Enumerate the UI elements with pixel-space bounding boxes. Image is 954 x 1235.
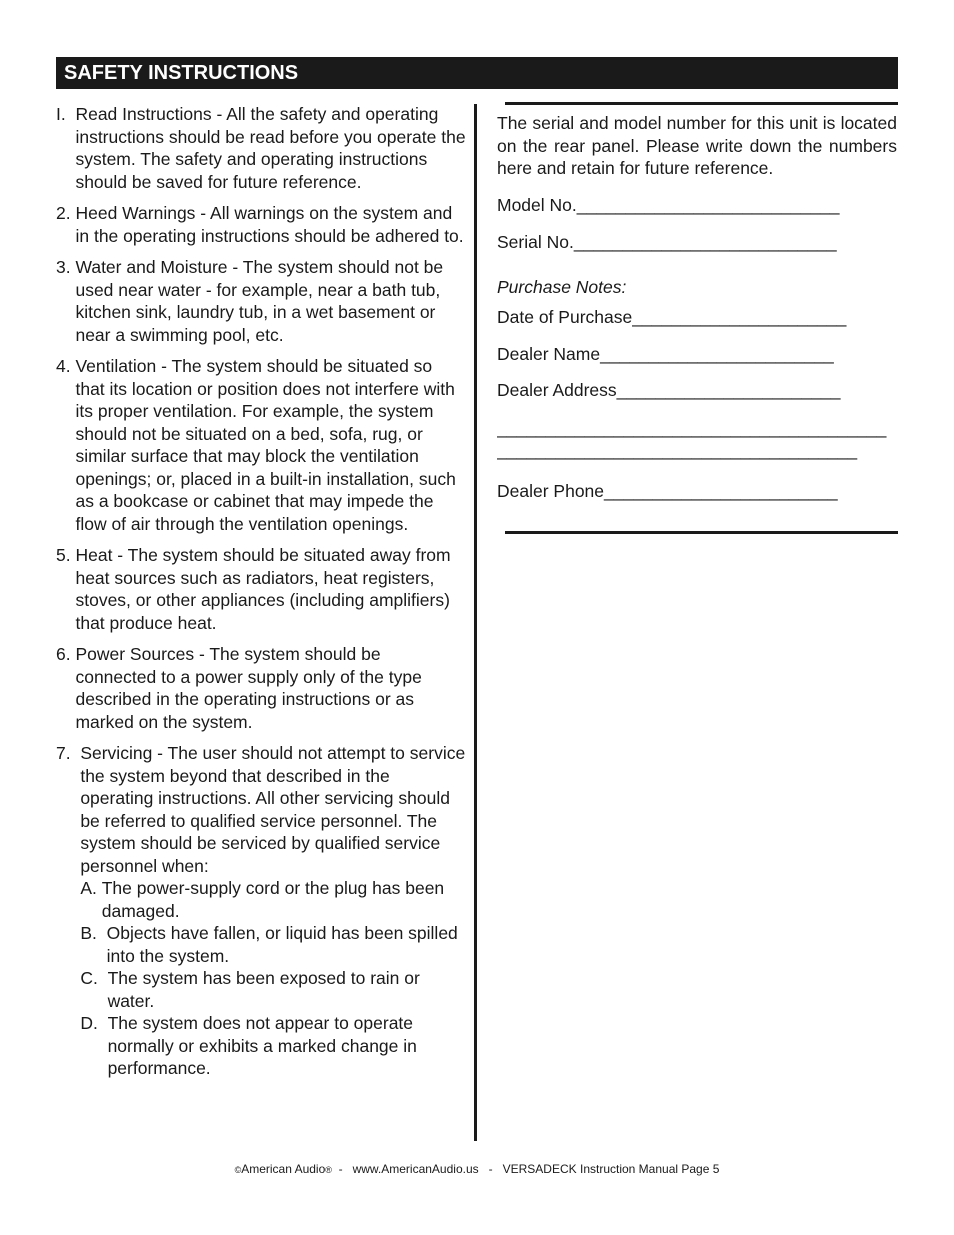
purchase-notes-label: Purchase Notes:	[497, 276, 627, 297]
sub-item-text: The power-supply cord or the plug has been damaged.	[101, 878, 445, 921]
item-text: Water and Moisture - The system should not be used near water - for example, near a bath tub, kitchen sink, laundry tub, in a wet basement or near a swimming pool, etc.	[75, 257, 444, 345]
item-text: Heed Warnings - All warnings on the system and in the operating instructions should be adhered to.	[75, 203, 464, 246]
item-number: I.	[56, 104, 76, 124]
record-panel	[497, 112, 897, 502]
item-text: Power Sources - The system should be connected to a power supply only of the type described in the operating instructions or as marked on the system.	[75, 644, 422, 732]
serial-number-field: Serial No.___________________________	[497, 232, 837, 252]
instruction-item	[56, 742, 466, 1080]
sub-item-letter: A.	[80, 878, 102, 898]
dealer-address-line: ________________________________________	[497, 417, 887, 438]
item-text: Servicing - The user should not attempt to service the system beyond that described in the operating instructions. All other servicing should be referred to qualified service personnel. The system should be serviced by qualified service personnel when:	[80, 743, 466, 876]
instruction-item	[56, 103, 466, 193]
sub-item-letter: B.	[80, 923, 107, 943]
sub-item-text: The system does not appear to operate normally or exhibits a marked change in performance.	[107, 1013, 417, 1078]
instruction-item	[56, 544, 466, 634]
section-title: SAFETY INSTRUCTIONS	[56, 57, 898, 89]
item-number: 3.	[56, 257, 76, 277]
date-of-purchase-field: Date of Purchase______________________	[497, 307, 847, 327]
registered-mark: ®	[325, 1165, 332, 1175]
sub-item	[80, 1012, 466, 1080]
item-number: 7.	[56, 743, 81, 763]
item-text: Read Instructions - All the safety and operating instructions should be read before you operate the system. The safety and operating instructions should be saved for future reference.	[75, 104, 466, 192]
column-divider	[474, 104, 477, 1141]
serial-intro: The serial and model number for this unit is located on the rear panel. Please write down the numbers here and retain for future reference.	[497, 113, 897, 178]
sub-item	[80, 967, 466, 1012]
sub-item-text: The system has been exposed to rain or water.	[107, 968, 420, 1011]
bottom-rule	[505, 531, 898, 534]
instruction-item	[56, 355, 466, 535]
dealer-address-field: Dealer Address_______________________	[497, 380, 841, 400]
page-footer	[0, 1162, 954, 1176]
item-number: 2.	[56, 203, 76, 223]
footer-text: - www.AmericanAudio.us - VERSADECK Instruction Manual Page 5	[331, 1162, 720, 1176]
item-number: 6.	[56, 644, 76, 664]
item-number: 5.	[56, 545, 76, 565]
instruction-item	[56, 256, 466, 346]
instructions-list	[56, 103, 466, 1089]
dealer-name-field: Dealer Name________________________	[497, 343, 834, 364]
top-rule	[505, 102, 898, 105]
instruction-item	[56, 202, 466, 247]
instruction-item	[56, 643, 466, 733]
sub-item	[80, 877, 466, 922]
model-number-field: Model No.___________________________	[497, 194, 840, 215]
item-text: Heat - The system should be situated away from heat sources such as radiators, heat registers, stoves, or other appliances (including amplifiers) that produce heat.	[75, 545, 451, 633]
sub-item-letter: D.	[80, 1013, 108, 1033]
dealer-phone-field: Dealer Phone________________________	[497, 480, 838, 501]
brand-name: American Audio	[241, 1162, 326, 1176]
item-number: 4.	[56, 356, 76, 376]
sub-item	[80, 922, 466, 967]
sub-item-text: Objects have fallen, or liquid has been spilled into the system.	[106, 923, 458, 966]
copyright-symbol: ©	[234, 1165, 242, 1175]
item-body	[80, 742, 466, 1080]
sub-item-letter: C.	[80, 968, 108, 988]
dealer-address-line: _____________________________________	[497, 440, 858, 460]
item-text: Ventilation - The system should be situated so that its location or position does not interfere with its proper ventilation. For example, the system should not be situated on a bed, sofa, rug, or similar surface that may block the ventilation openings; or, placed in a built-in installation, such as a bookcase or cabinet that may impede the flow of air through the ventilation openings.	[75, 356, 456, 534]
